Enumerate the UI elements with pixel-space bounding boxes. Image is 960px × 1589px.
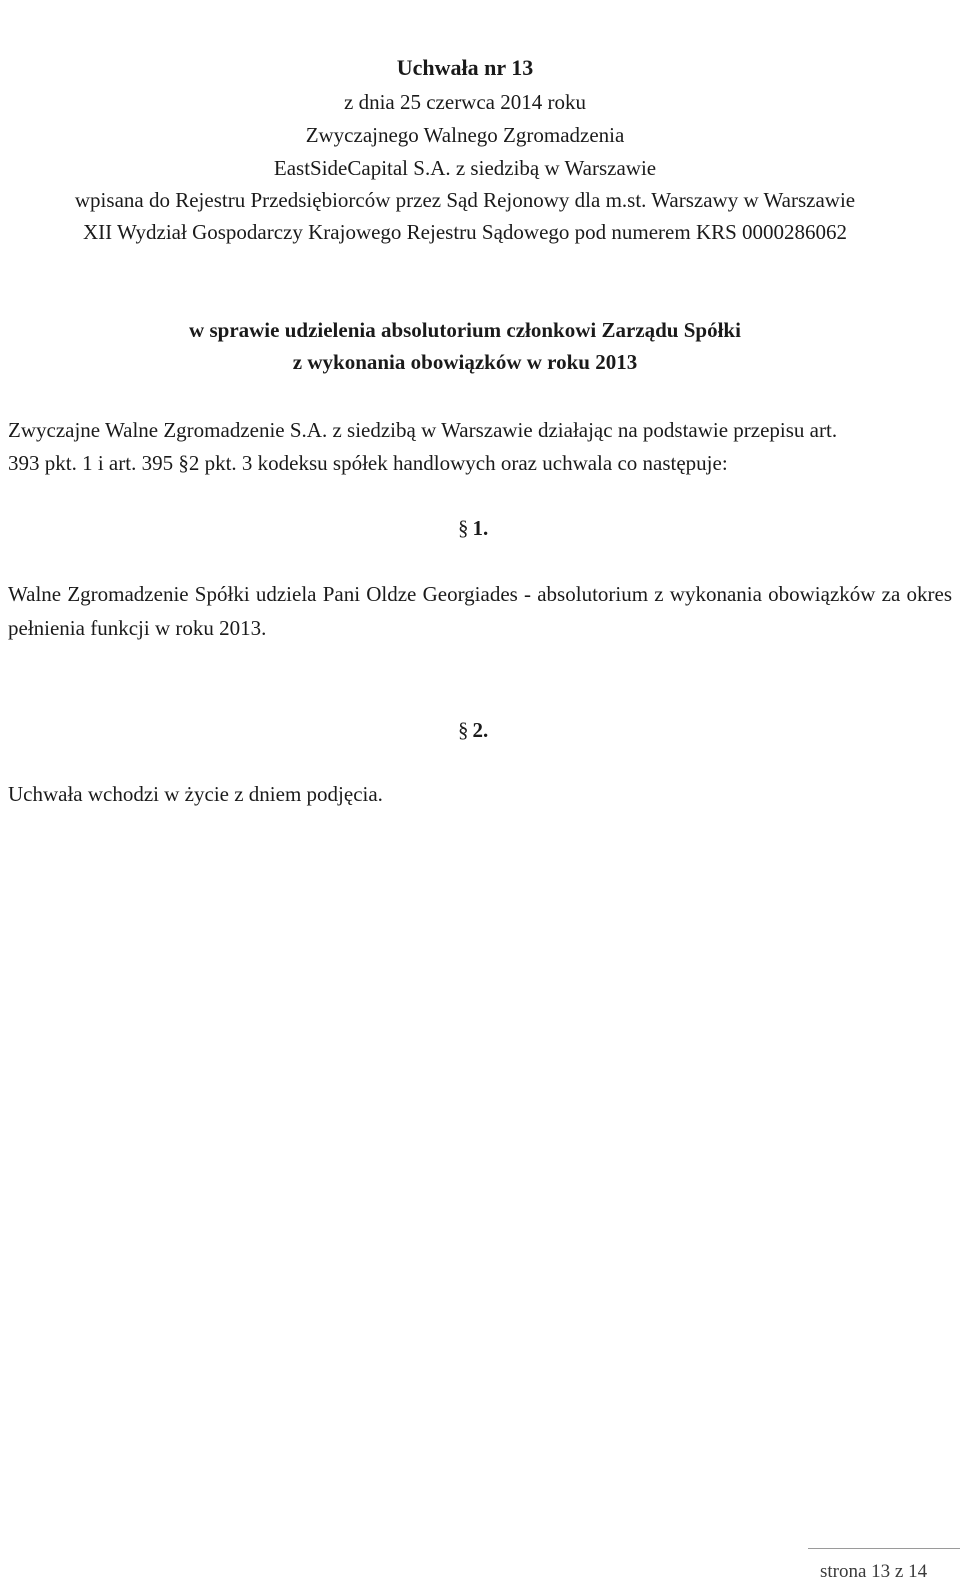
section-symbol: § <box>458 516 469 540</box>
resolution-subject-line1: w sprawie udzielenia absolutorium członkowi Zarządu Spółki <box>189 318 741 342</box>
section-2-heading <box>458 716 488 744</box>
registry-info: wpisana do Rejestru Przedsiębiorców przez Sąd Rejonowy dla m.st. Warszawy w Warszawie <box>74 188 856 212</box>
section-1-text: Walne Zgromadzenie Spółki udziela Pani Oldze Georgiades - absolutorium z wykonania obowiązków za okres pełnienia funkcji w roku 2013. <box>8 582 952 640</box>
krs-info: XII Wydział Gospodarczy Krajowego Rejestru Sądowego pod numerem KRS 0000286062 <box>82 220 848 244</box>
company-name: EastSideCapital S.A. z siedzibą w Warszawie <box>273 156 657 180</box>
resolution-title: Uchwała nr 13 <box>396 55 534 80</box>
preamble-line2: 393 pkt. 1 i art. 395 §2 pkt. 3 kodeksu spółek handlowych oraz uchwala co następuje: <box>8 451 728 475</box>
meeting-name: Zwyczajnego Walnego Zgromadzenia <box>305 123 625 147</box>
page-number: strona 13 z 14 <box>820 1561 928 1582</box>
preamble-line1: Zwyczajne Walne Zgromadzenie S.A. z siedzibą w Warszawie działając na podstawie przepisu art. <box>8 418 838 442</box>
resolution-date: z dnia 25 czerwca 2014 roku <box>344 90 586 114</box>
section-2-text: Uchwała wchodzi w życie z dniem podjęcia. <box>8 782 383 806</box>
resolution-subject-line2: z wykonania obowiązków w roku 2013 <box>292 350 638 374</box>
section-symbol: § <box>458 718 469 742</box>
footer-divider <box>808 1548 960 1549</box>
section-number: 1. <box>472 516 489 540</box>
section-number: 2. <box>472 718 489 742</box>
section-1-heading <box>458 514 488 542</box>
